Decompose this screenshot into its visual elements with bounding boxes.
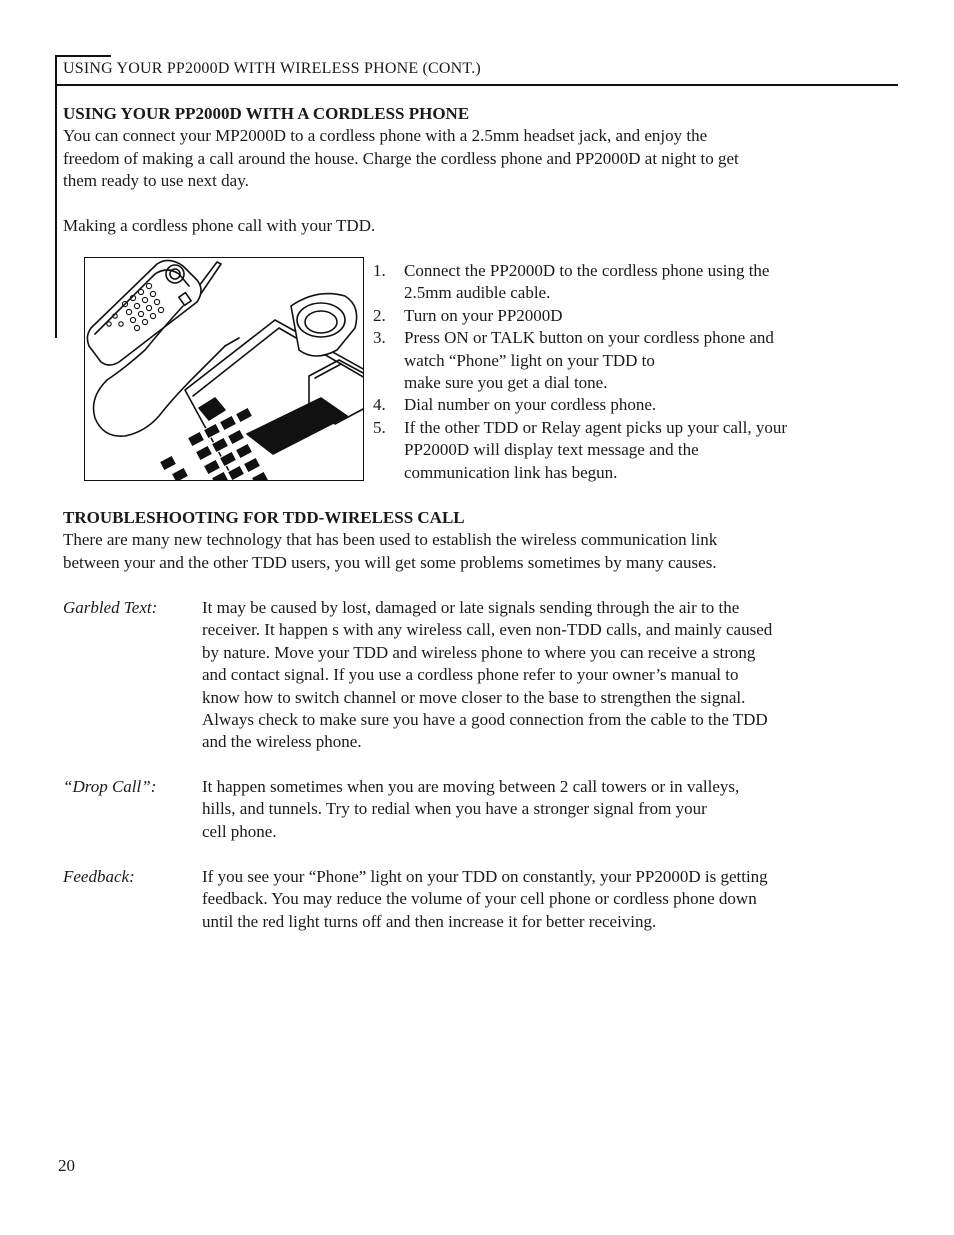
section-troubleshooting: [63, 507, 853, 574]
problem-description: [202, 866, 867, 933]
section-heading: TROUBLESHOOTING FOR TDD-WIRELESS CALL: [63, 508, 465, 527]
problem-term: “Drop Call”:: [63, 777, 157, 796]
paragraph-line: between your and the other TDD users, you will get some problems sometimes by many causes.: [63, 552, 717, 572]
step-text: 2.5mm audible cable.: [404, 283, 551, 303]
running-head: USING YOUR PP2000D WITH WIRELESS PHONE (CONT.): [63, 60, 481, 77]
header-rule: [55, 84, 898, 86]
paragraph-line: know how to switch channel or move closer to the base to strengthen the signal.: [202, 687, 746, 707]
paragraph-line: It happen sometimes when you are moving between 2 call towers or in valleys,: [202, 777, 740, 796]
step-number: 4.: [373, 395, 386, 415]
step-number: 5.: [373, 417, 386, 437]
paragraph-line: receiver. It happen s with any wireless call, even non-TDD calls, and mainly caused: [202, 620, 773, 640]
paragraph-line: feedback. You may reduce the volume of your cell phone or cordless phone down: [202, 889, 757, 909]
page-number: 20: [58, 1156, 75, 1175]
paragraph-line: Always check to make sure you have a good connection from the cable to the TDD: [202, 710, 768, 730]
section-cordless-phone: [63, 103, 853, 193]
step-list: [373, 260, 863, 484]
step-number: 3.: [373, 328, 386, 348]
problem-term: Feedback:: [63, 867, 135, 886]
paragraph-line: It may be caused by lost, damaged or late signals sending through the air to the: [202, 598, 740, 617]
problem-term: Garbled Text:: [63, 598, 158, 617]
problem-description: [202, 597, 867, 754]
step-text: Turn on your PP2000D: [404, 305, 563, 325]
step-text: Dial number on your cordless phone.: [404, 395, 657, 415]
paragraph-line: by nature. Move your TDD and wireless phone to where you can receive a strong: [202, 642, 756, 662]
paragraph-line: and the wireless phone.: [202, 732, 362, 752]
cordless-phone-illustration: [84, 257, 364, 481]
list-item: [373, 327, 863, 394]
frame-corner-left: [55, 55, 57, 338]
step-text: If the other TDD or Relay agent picks up your call, your: [404, 417, 788, 437]
step-text: Connect the PP2000D to the cordless phone using the: [404, 261, 770, 280]
problem-description: [202, 776, 867, 843]
step-text: Press ON or TALK button on your cordless phone and: [404, 328, 774, 348]
paragraph-line: them ready to use next day.: [63, 171, 249, 191]
paragraph-line: You can connect your MP2000D to a cordless phone with a 2.5mm headset jack, and enjoy the: [63, 126, 708, 146]
list-item: [373, 305, 863, 327]
paragraph-line: cell phone.: [202, 821, 277, 841]
paragraph-line: If you see your “Phone” light on your TDD on constantly, your PP2000D is getting: [202, 867, 768, 886]
step-number: 1.: [373, 261, 386, 280]
frame-corner-top: [55, 55, 111, 57]
step-number: 2.: [373, 305, 386, 325]
list-item: [373, 260, 863, 305]
step-text: PP2000D will display text message and the: [404, 440, 699, 460]
paragraph-line: There are many new technology that has been used to establish the wireless communication link: [63, 530, 718, 550]
step-text: make sure you get a dial tone.: [404, 373, 608, 393]
paragraph-line: hills, and tunnels. Try to redial when you have a stronger signal from your: [202, 799, 707, 819]
phone-and-tdd-drawing: [85, 258, 364, 481]
step-text: communication link has begun.: [404, 462, 618, 482]
list-item: [373, 417, 863, 484]
list-item: [373, 394, 863, 416]
step-text: watch “Phone” light on your TDD to: [404, 350, 655, 370]
section-heading: USING YOUR PP2000D WITH A CORDLESS PHONE: [63, 104, 470, 123]
paragraph-line: and contact signal. If you use a cordless phone refer to your owner’s manual to: [202, 665, 739, 685]
paragraph-line: until the red light turns off and then increase it for better receiving.: [202, 911, 657, 931]
paragraph-line: freedom of making a call around the house. Charge the cordless phone and PP2000D at night to get: [63, 148, 739, 168]
making-call-intro: Making a cordless phone call with your TDD.: [63, 216, 376, 235]
